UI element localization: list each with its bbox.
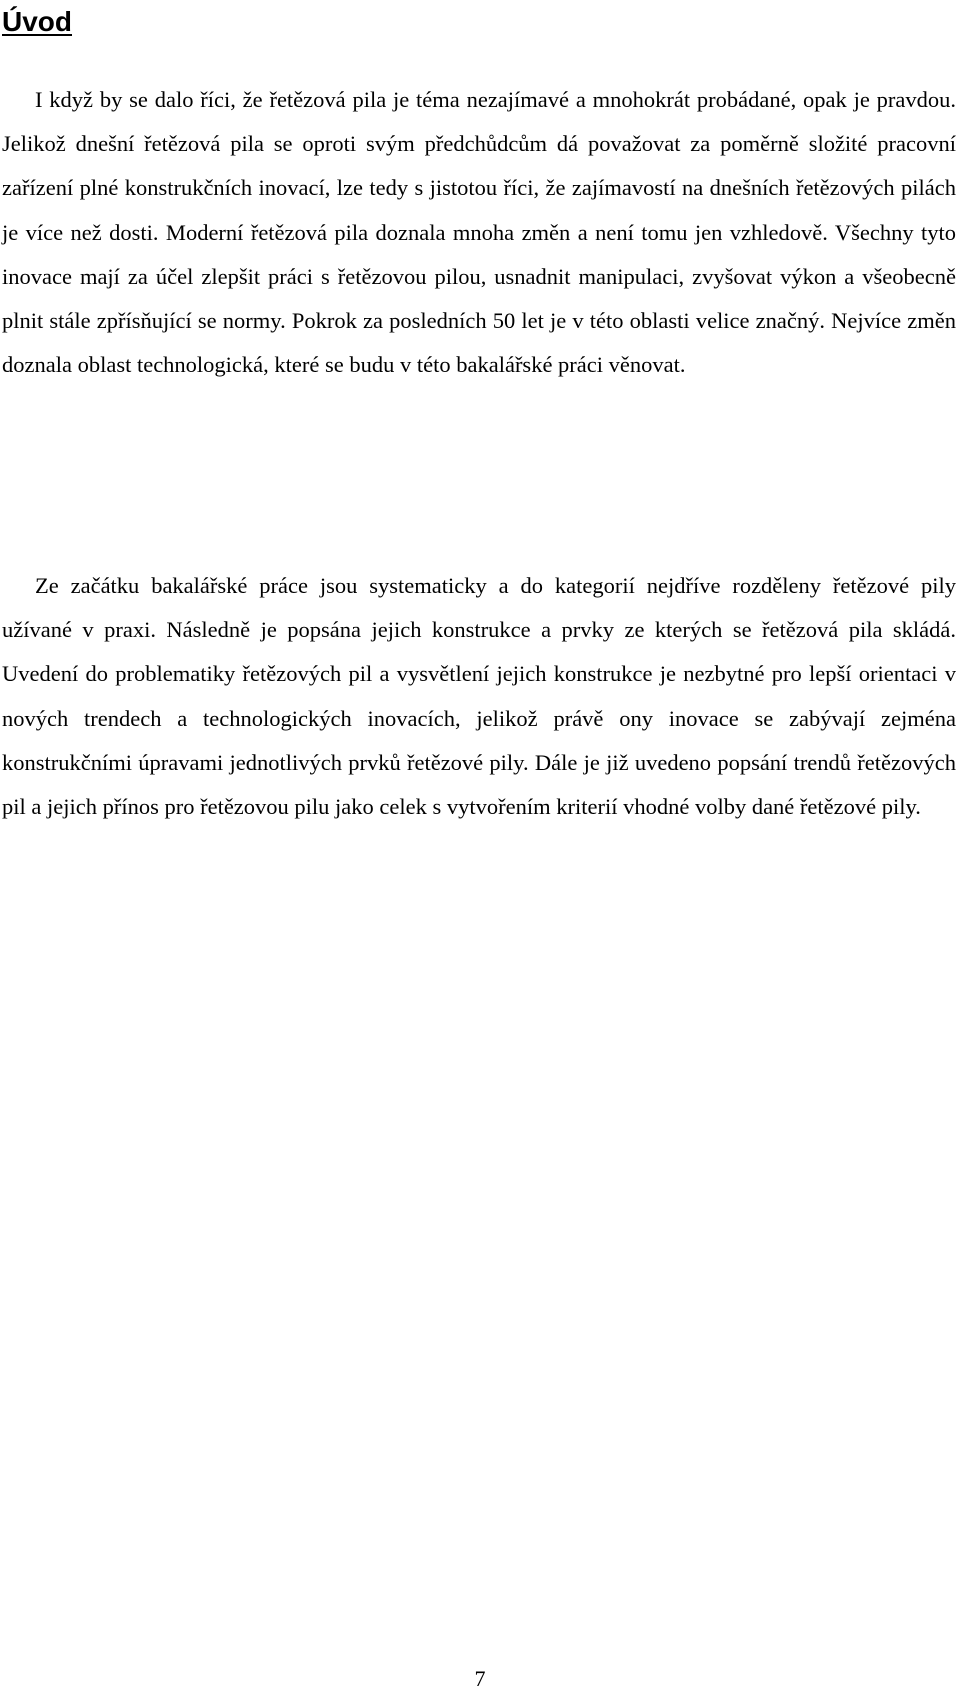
paragraph-intro: I když by se dalo říci, že řetězová pila je téma nezajímavé a mnohokrát probádané, opak je pravdou. Jelikož dnešní řetězová pila se oproti svým předchůdcům dá považovat za poměrně složité pracovní zařízení plné konstrukčních inovací, lze tedy s jistotou říci, že zajímavostí na dnešních řetězových pilách je více než dosti. Moderní řetězová pila doznala mnoha změn a není tomu jen vzhledově. Všechny tyto inovace mají za účel zlepšit práci s řetězovou pilou, usnadnit manipulaci, zvyšovat výkon a všeobecně plnit stále zpřísňující se normy. Pokrok za posledních 50 let je v této oblasti velice značný. Nejvíce změn doznala oblast technologická, které se budu v této bakalářské práci věnovat. <box>2 87 956 378</box>
paragraph-structure: Ze začátku bakalářské práce jsou systematicky a do kategorií nejdříve rozděleny řetězové pily užívané v praxi. Následně je popsána jejich konstrukce a prvky ze kterých se řetězová pila skládá. Uvedení do problematiky řetězových pil a vysvětlení jejich konstrukce je nezbytné pro lepší orientaci v nových trendech a technologických inovacích, jelikož právě ony inovace se zabývají zejména konstrukčními úpravami jednotlivých prvků řetězové pily. Dále je již uvedeno popsání trendů řetězových pil a jejich přínos pro řetězovou pilu jako celek s vytvořením kriterií vhodné volby dané řetězové pily. <box>2 573 956 820</box>
page-number: 7 <box>474 1666 486 1691</box>
section-heading: Úvod <box>2 6 72 37</box>
